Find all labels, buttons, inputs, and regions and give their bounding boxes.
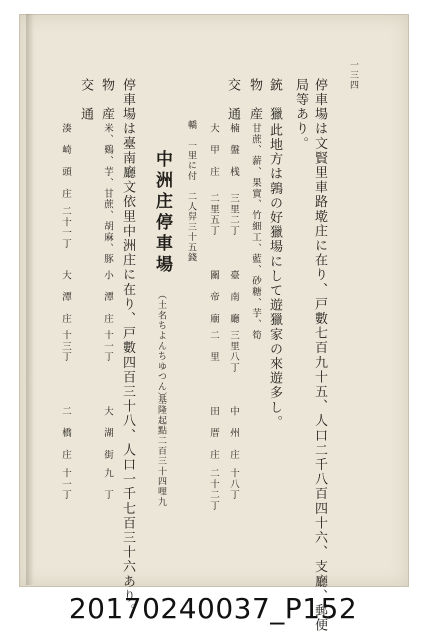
products-label: 物 産 bbox=[247, 78, 262, 122]
station-description-line1: 停車場は臺南廳文依里中洲庄に在り、戸數四百三十八、人口一千七百三十六あり。 bbox=[120, 78, 135, 619]
transport-distance: 三里二丁 bbox=[228, 193, 239, 237]
transport-distance: 十一丁 bbox=[102, 330, 113, 363]
image-id-caption: 20170240037_P152 bbox=[68, 592, 358, 625]
transport-destination: 二 橋 庄 bbox=[60, 406, 71, 461]
transport-distance: 二十一丁 bbox=[60, 206, 71, 250]
transport-distance: 九 丁 bbox=[102, 468, 113, 501]
transport-destination: 楠 盤 桟 bbox=[228, 123, 239, 178]
transport-destination: 關 帝 廟 bbox=[208, 270, 219, 325]
transport-distance: 十八丁 bbox=[228, 468, 239, 501]
station-description-line2: 局等あり。 bbox=[293, 78, 308, 151]
transport-destination: 大 甲 庄 bbox=[208, 123, 219, 178]
page-number: 一三四 bbox=[348, 60, 358, 90]
sedan-fare-note: 轎 一里に付 二人舁三十五錢 bbox=[186, 120, 196, 263]
transport-destination: 臺 南 廳 bbox=[228, 270, 239, 325]
page-gutter-shadow bbox=[26, 14, 34, 585]
transport-distance: 十三丁 bbox=[60, 330, 71, 363]
transport-label: 交 通 bbox=[225, 78, 240, 122]
hunting-text: 此地方は鶉の好獵場にして遊獵家の來遊多し。 bbox=[267, 123, 282, 430]
transport-label: 交 通 bbox=[78, 78, 93, 122]
transport-destination: 田 厝 庄 bbox=[208, 406, 219, 461]
transport-distance: 二十二丁 bbox=[208, 468, 219, 512]
station-title: 中洲庄停車場 bbox=[152, 150, 172, 276]
transport-destination: 小 潭 庄 bbox=[102, 270, 113, 325]
transport-destination: 中 州 庄 bbox=[228, 406, 239, 461]
hunting-label: 銃 獵 bbox=[267, 78, 282, 122]
transport-distance: 二里五丁 bbox=[208, 193, 219, 237]
products-text: 甘蔗、薪、果實、竹細工、藍、砂糖、芋、筍 bbox=[250, 123, 261, 341]
transport-distance: 三里八丁 bbox=[228, 330, 239, 374]
transport-destination: 大 湖 街 bbox=[102, 406, 113, 461]
station-reading: （土名ちよんちゆつん） bbox=[156, 290, 166, 403]
station-description-line1: 停車場は文賢里車路墘庄に在り、戸數七百九十五、人口二千八百四十六、支廳、郵便 bbox=[312, 78, 327, 633]
transport-distance: 二 里 bbox=[208, 330, 219, 363]
products-text: 米、鷄、芋、甘蔗、胡麻、豚 bbox=[102, 123, 113, 265]
transport-destination: 大 潭 庄 bbox=[60, 270, 71, 325]
transport-destination: 湊 崎 頭 庄 bbox=[60, 123, 71, 200]
distance-from-keelung: 基隆起點二百三十四哩九 bbox=[156, 395, 166, 508]
transport-distance: 十一丁 bbox=[60, 468, 71, 501]
products-label: 物 産 bbox=[99, 78, 114, 122]
